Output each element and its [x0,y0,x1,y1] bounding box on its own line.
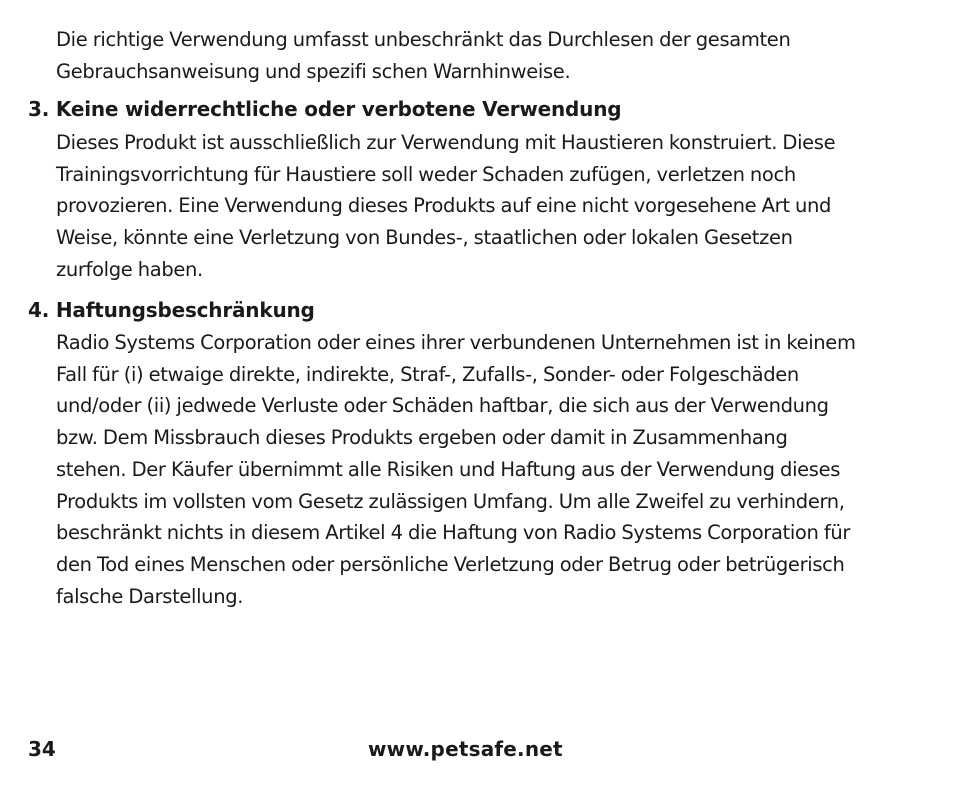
text-line: und/oder (ii) jedwede Verluste oder Schäden haftbar, die sich aus der Verwendung [56,394,829,418]
text-line: zurfolge haben. [56,257,203,281]
text-line: Weise, könnte eine Verletzung von Bundes-, staatlichen oder lokalen Gesetzen [56,226,793,250]
text-line: beschränkt nichts in diesem Artikel 4 die Haftung von Radio Systems Corporation für [56,521,851,545]
text-line: Gebrauchsanweisung und spezifi schen Warnhinweise. [56,59,571,83]
intro-paragraph [56,24,936,87]
text-line: provozieren. Eine Verwendung dieses Produkts auf eine nicht vorgesehene Art und [56,194,832,218]
text-line: den Tod eines Menschen oder persönliche Verletzung oder Betrug oder betrügerisch [56,552,845,576]
text-line: bzw. Dem Missbrauch dieses Produkts ergeben oder damit in Zusammenhang [56,426,788,450]
text-line: Fall für (i) etwaige direkte, indirekte, Straf-, Zufalls-, Sonder- oder Folgeschäden [56,362,799,386]
text-line: falsche Darstellung. [56,584,244,608]
text-line: Trainingsvorrichtung für Haustiere soll weder Schaden zufügen, verletzen noch [56,162,796,186]
text-line: Produkts im vollsten vom Gesetz zulässigen Umfang. Um alle Zweifel zu verhindern, [56,489,845,513]
text-line: Dieses Produkt ist ausschließlich zur Verwendung mit Haustieren konstruiert. Diese [56,131,836,154]
text-line: stehen. Der Käufer übernimmt alle Risiken und Haftung aus der Verwendung dieses [56,457,841,481]
section-3-heading: 3. Keine widerrechtliche oder verbotene Verwendung [28,97,622,121]
section-3-paragraph [56,127,936,286]
text-line: Die richtige Verwendung umfasst unbeschränkt das Durchlesen der gesamten [56,28,791,51]
page-number: 34 [28,737,56,761]
footer-url: www.petsafe.net [368,737,563,761]
section-4-paragraph [56,327,936,612]
section-4-heading: 4. Haftungsbeschränkung [28,298,315,322]
text-line: Radio Systems Corporation oder eines ihrer verbundenen Unternehmen ist in keinem [56,331,856,354]
